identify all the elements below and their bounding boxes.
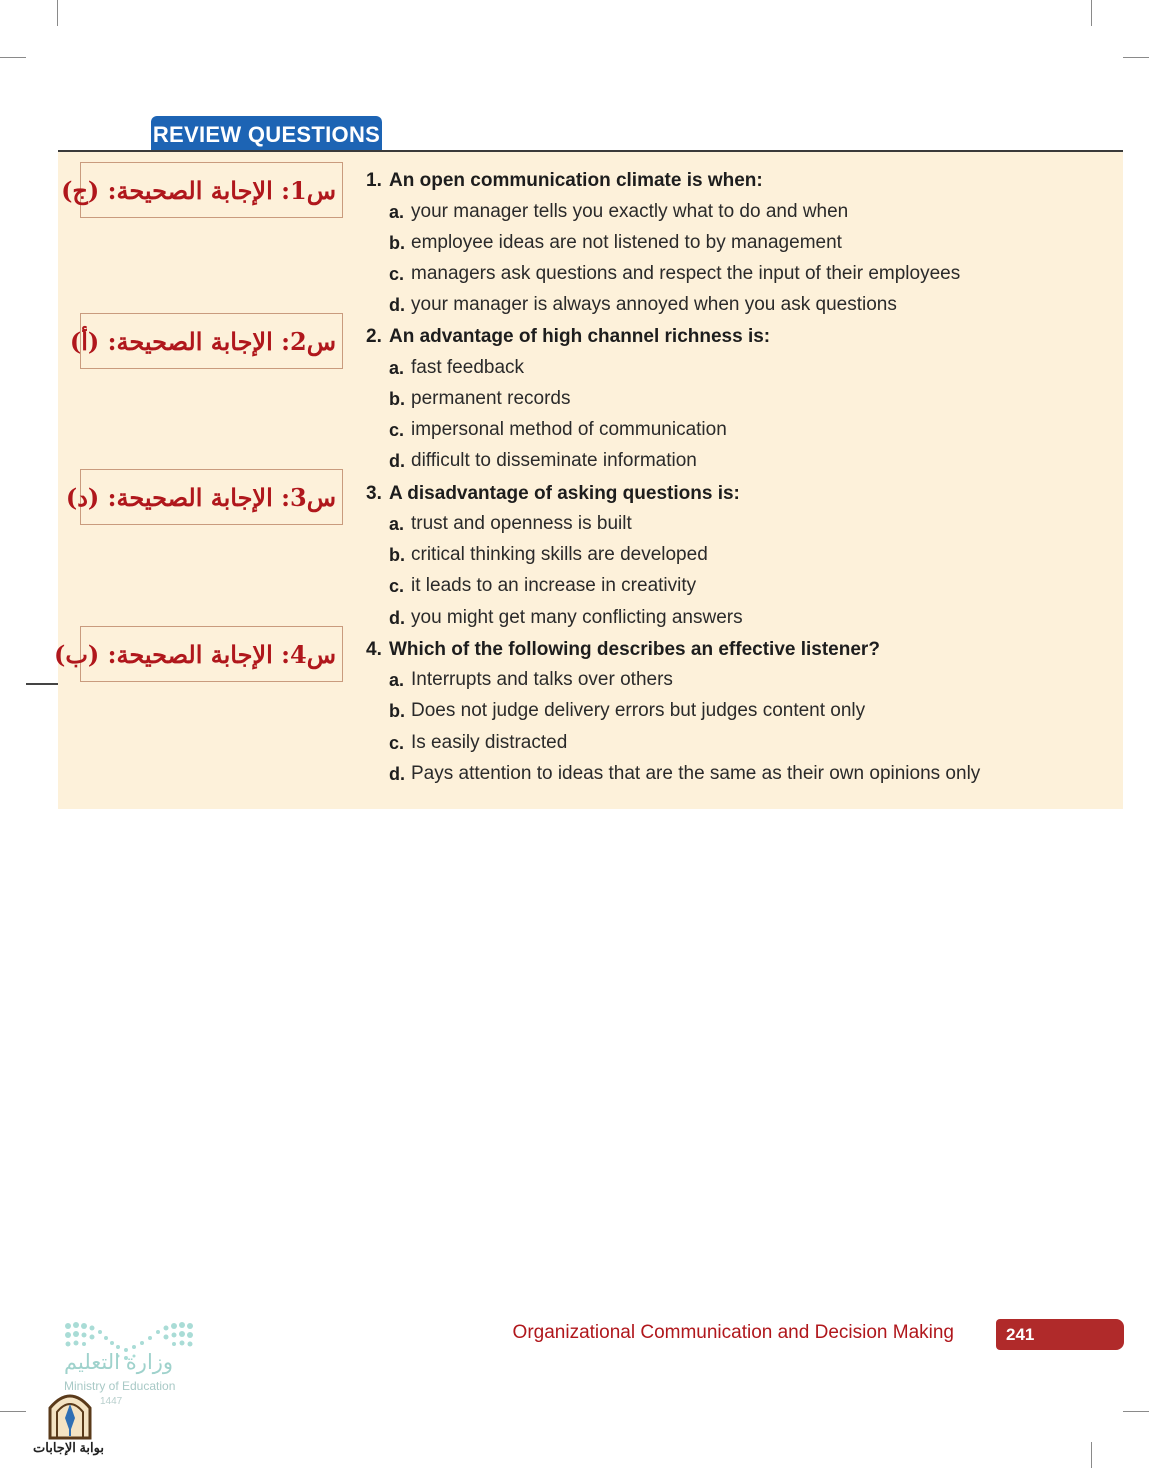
- answer-text: س2: الإجابة الصحيحة: (أ): [69, 326, 336, 356]
- option-letter: c.: [389, 420, 405, 440]
- option-letter: c.: [389, 576, 405, 596]
- ministry-year: 1447: [100, 1396, 123, 1407]
- option-text: employee ideas are not listened to by management: [411, 232, 842, 253]
- option-text: Is easily distracted: [411, 732, 568, 753]
- option-letter: b.: [389, 701, 405, 721]
- question-number: 2.: [366, 326, 382, 347]
- option-text: Interrupts and talks over others: [411, 669, 673, 690]
- portal-name: بوابة الإجابات: [33, 1440, 104, 1455]
- portal-logo-icon: [44, 1388, 96, 1440]
- option-text: critical thinking skills are developed: [411, 544, 708, 565]
- question-text: Which of the following describes an effective listener?: [389, 639, 880, 660]
- crop-mark: [1123, 1411, 1149, 1412]
- question-number: 1.: [366, 170, 382, 191]
- crop-mark: [57, 0, 58, 26]
- option-letter: b.: [389, 545, 405, 565]
- page-number: 241: [996, 1319, 1124, 1350]
- option-text: your manager tells you exactly what to do and when: [411, 201, 849, 222]
- option-text: you might get many conflicting answers: [411, 607, 743, 628]
- answer-text: س1: الإجابة الصحيحة: (ج): [61, 175, 336, 205]
- answer-box-1: [61, 162, 343, 218]
- option-letter: c.: [389, 733, 405, 753]
- option-letter: d.: [389, 295, 405, 315]
- question-text: An advantage of high channel richness is:: [389, 326, 771, 347]
- chapter-title: Organizational Communication and Decision Making: [512, 1322, 954, 1343]
- crop-mark: [0, 1411, 26, 1412]
- review-questions-heading: REVIEW QUESTIONS: [151, 116, 382, 152]
- crop-mark: [0, 57, 26, 58]
- answer-text: س3: الإجابة الصحيحة: (د): [65, 482, 336, 512]
- option-letter: b.: [389, 233, 405, 253]
- option-text: managers ask questions and respect the input of their employees: [411, 263, 961, 284]
- crop-mark: [26, 683, 58, 685]
- crop-mark: [1091, 1442, 1092, 1468]
- crop-mark: [1091, 0, 1092, 26]
- crop-mark: [1123, 57, 1149, 58]
- option-text: difficult to disseminate information: [411, 450, 697, 471]
- option-letter: d.: [389, 451, 405, 471]
- question-number: 4.: [366, 639, 382, 660]
- answer-box-4: [53, 626, 343, 682]
- option-letter: d.: [389, 764, 405, 784]
- option-letter: a.: [389, 202, 405, 222]
- option-letter: a.: [389, 514, 405, 534]
- question-text: A disadvantage of asking questions is:: [389, 483, 740, 504]
- answer-text: س4: الإجابة الصحيحة: (ب): [53, 639, 336, 669]
- option-letter: b.: [389, 389, 405, 409]
- option-letter: c.: [389, 264, 405, 284]
- option-letter: a.: [389, 670, 405, 690]
- option-text: Does not judge delivery errors but judges content only: [411, 700, 866, 721]
- option-text: your manager is always annoyed when you ask questions: [411, 294, 897, 315]
- answer-box-2: [69, 313, 343, 369]
- option-text: permanent records: [411, 388, 571, 409]
- option-text: impersonal method of communication: [411, 419, 727, 440]
- question-text: An open communication climate is when:: [389, 170, 763, 191]
- answer-box-3: [65, 469, 343, 525]
- option-text: Pays attention to ideas that are the same as their own opinions only: [411, 763, 981, 784]
- ministry-name-arabic: وزارة التعليم: [64, 1351, 174, 1374]
- option-letter: d.: [389, 608, 405, 628]
- option-text: it leads to an increase in creativity: [411, 575, 697, 596]
- option-letter: a.: [389, 358, 405, 378]
- option-text: trust and openness is built: [411, 513, 632, 534]
- ministry-name-english: Ministry of Education: [64, 1379, 176, 1393]
- question-number: 3.: [366, 483, 382, 504]
- option-text: fast feedback: [411, 357, 525, 378]
